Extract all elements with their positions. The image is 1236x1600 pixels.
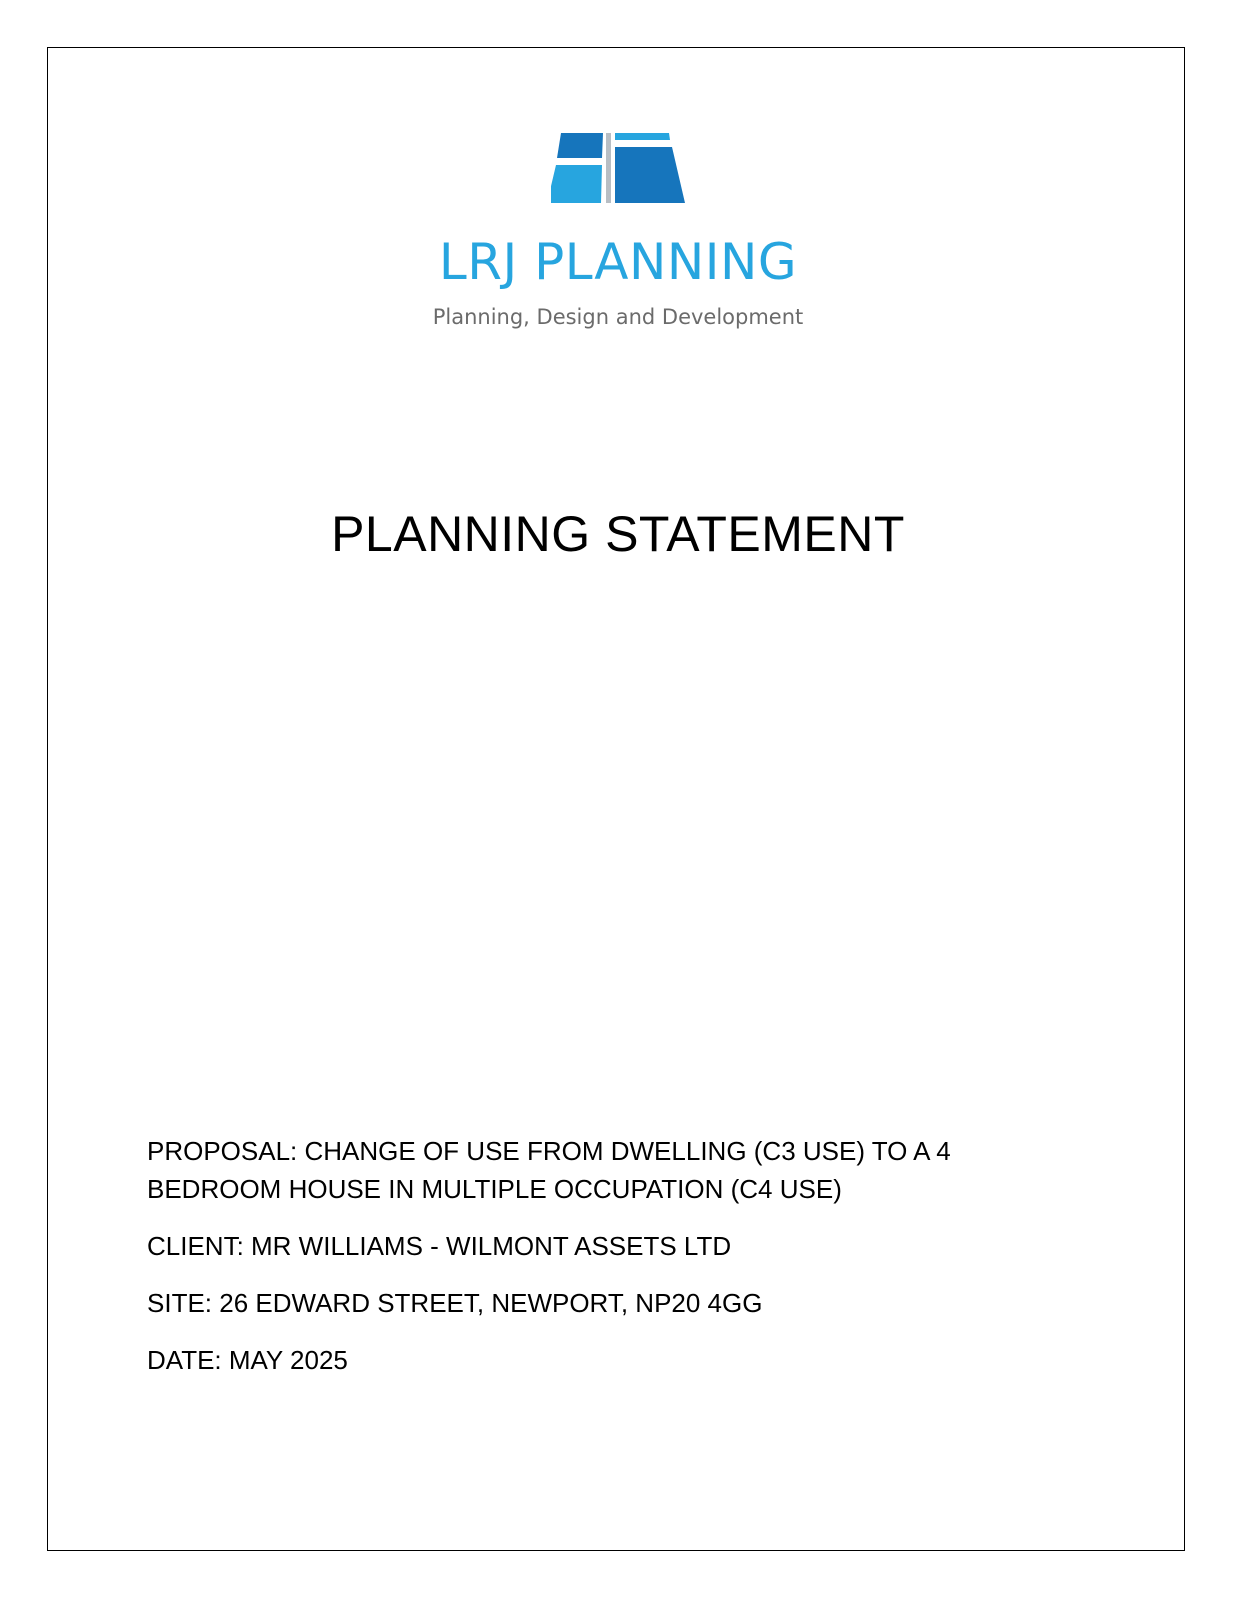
logo-block-bottom-left: [551, 165, 602, 203]
logo-name: LRJ PLANNING: [438, 233, 798, 291]
client-text: CLIENT: MR WILLIAMS - WILMONT ASSETS LTD: [147, 1231, 732, 1261]
proposal-text: PROPOSAL: CHANGE OF USE FROM DWELLING (C3 USE) TO A 4 BEDROOM HOUSE IN MULTIPLE OCCUPATION (C4 USE): [147, 1136, 951, 1204]
logo-divider-vertical: [606, 133, 611, 203]
document-title: PLANNING STATEMENT: [331, 506, 905, 562]
logo-mark-icon: [551, 133, 701, 208]
logo-block-bottom-right: [615, 147, 685, 203]
logo-block-top-left: [557, 133, 603, 158]
document-details: [147, 1132, 1077, 1379]
logo-tagline: Planning, Design and Development: [432, 305, 804, 329]
logo-block-top-right: [615, 133, 670, 140]
date-text: DATE: MAY 2025: [147, 1345, 348, 1375]
site-text: SITE: 26 EDWARD STREET, NEWPORT, NP20 4GG: [147, 1288, 763, 1318]
